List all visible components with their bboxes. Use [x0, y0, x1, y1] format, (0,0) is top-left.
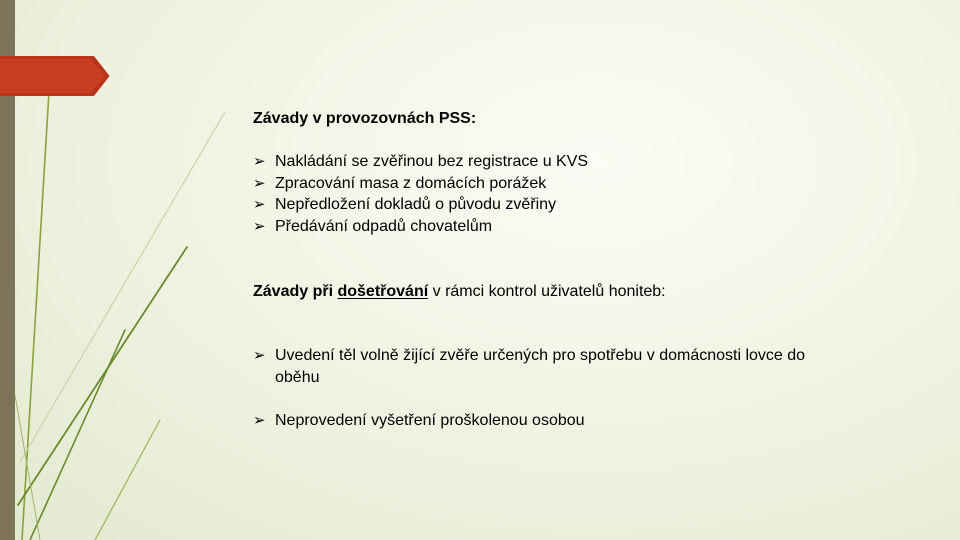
- list-item-text: Předávání odpadů chovatelům: [275, 217, 493, 235]
- decor-line: [15, 395, 40, 540]
- decor-line: [95, 420, 160, 540]
- decor-line: [30, 330, 125, 540]
- arrow-bullet-icon: ➢: [253, 347, 266, 364]
- section2-title-rest: v rámci kontrol uživatelů honiteb:: [432, 283, 666, 300]
- slide-content: [253, 0, 943, 540]
- list-item: [253, 173, 588, 195]
- decor-line: [22, 75, 50, 540]
- list-item: [253, 151, 588, 173]
- accent-arrow-tab: [0, 56, 110, 96]
- arrow-bullet-icon: ➢: [253, 217, 266, 235]
- arrow-bullet-icon: ➢: [253, 153, 266, 170]
- list-item: [253, 410, 813, 432]
- arrow-bullet-icon: ➢: [253, 174, 266, 192]
- list-item-text: Nepředložení dokladů o původu zvěřiny: [275, 196, 557, 213]
- section1-list: [253, 151, 588, 237]
- list-item-text: Nakládání se zvěřinou bez registrace u KVS: [275, 153, 589, 170]
- list-item-text: Zpracování masa z domácích porážek: [275, 174, 547, 192]
- section2-list: [253, 345, 813, 432]
- list-item-text: Uvedení těl volně žijící zvěře určených pro spotřebu v domácnosti lovce do oběhu: [275, 347, 806, 386]
- section2-title-bold: Závady při: [253, 283, 334, 300]
- section2-title: [253, 281, 666, 302]
- list-item: [253, 345, 813, 388]
- decor-line: [20, 112, 225, 462]
- decor-line: [18, 247, 187, 505]
- list-item-text: Neprovedení vyšetření proškolenou osobou: [275, 412, 585, 429]
- arrow-bullet-icon: ➢: [253, 412, 266, 429]
- list-item: [253, 216, 588, 238]
- arrow-bullet-icon: ➢: [253, 196, 266, 213]
- section1-title: Závady v provozovnách PSS:: [253, 110, 477, 127]
- section2-title-underlined: došetřování: [337, 283, 429, 300]
- list-item: [253, 194, 588, 216]
